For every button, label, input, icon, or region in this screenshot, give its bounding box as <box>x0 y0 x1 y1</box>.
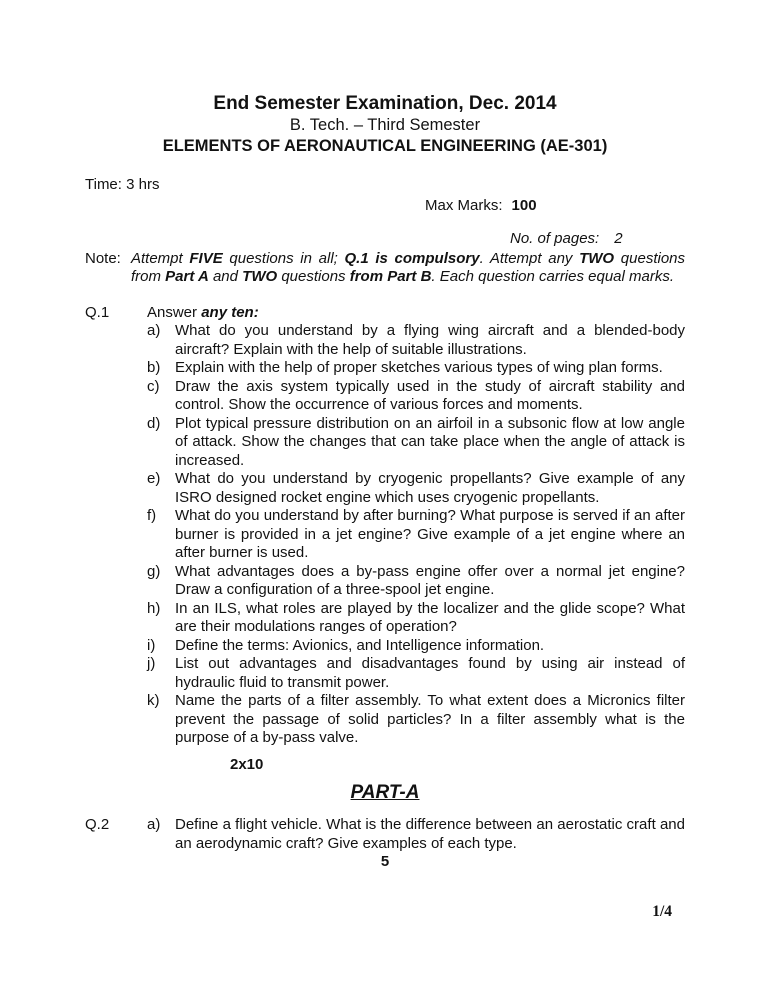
list-item <box>147 637 685 656</box>
item-letter: f) <box>147 507 157 524</box>
item-text: What advantages does a by-pass engine offer over a normal jet engine? Draw a configuration of a three-spool jet engine. <box>175 562 685 598</box>
header <box>85 92 685 157</box>
exam-subtitle: B. Tech. – Third Semester <box>289 116 481 134</box>
item-letter: c) <box>147 377 160 395</box>
item-letter: i) <box>147 636 156 654</box>
page-number: 1/4 <box>652 903 672 920</box>
item-letter: h) <box>147 599 161 617</box>
question-2-marks: 5 <box>380 853 390 870</box>
exam-title: End Semester Examination, Dec. 2014 <box>213 93 557 114</box>
note-block <box>85 250 685 287</box>
list-item <box>147 415 685 471</box>
list-item <box>147 563 685 600</box>
item-text: What do you understand by a flying wing aircraft and a blended-body aircraft? Explain with the help of suitable illustrations. <box>175 322 685 358</box>
note-text: Attempt FIVE questions in all; Q.1 is compulsory. Attempt any TWO questions from Part A and TWO questions from Part B. Each question carries equal marks. <box>131 249 685 285</box>
item-letter: j) <box>147 655 156 672</box>
item-text: List out advantages and disadvantages found by using air instead of hydraulic fluid to transmit power. <box>175 655 685 691</box>
page-content <box>85 0 685 872</box>
question-1-body <box>147 304 685 748</box>
item-text: Plot typical pressure distribution on an airfoil in a subsonic flow at low angle of attack. Show the changes that can take place when the angle of attack is increased. <box>175 414 685 469</box>
max-marks-label: Max Marks: <box>425 196 503 214</box>
item-text: What do you understand by after burning? What purpose is served if an after burner is provided in a jet engine? Give example of a jet engine where an after burner is used. <box>175 507 685 561</box>
part-a-heading: PART-A <box>350 782 420 803</box>
question-1 <box>85 304 685 748</box>
question-1-prompt: Answer any ten: <box>147 303 259 321</box>
pages-value: 2 <box>614 230 623 247</box>
list-item <box>147 600 685 637</box>
list-item <box>147 655 685 692</box>
max-marks-value: 100 <box>511 196 537 214</box>
list-item <box>147 470 685 507</box>
pages-row <box>510 230 685 249</box>
item-letter: e) <box>147 470 161 487</box>
item-text: Define the terms: Avionics, and Intelligence information. <box>175 636 545 654</box>
list-item <box>147 378 685 415</box>
item-text: Explain with the help of proper sketches various types of wing plan forms. <box>175 359 663 376</box>
item-text: Draw the axis system typically used in the study of aircraft stability and control. Show the occurrence of various forces and moments. <box>175 377 685 413</box>
note-label: Note: <box>85 249 121 267</box>
list-item <box>147 692 685 748</box>
question-2-body <box>147 816 685 853</box>
list-item <box>147 359 685 378</box>
time-allowed: Time: 3 hrs <box>85 176 160 193</box>
question-1-number: Q.1 <box>85 303 110 321</box>
course-title: ELEMENTS OF AERONAUTICAL ENGINEERING (AE-301) <box>162 137 608 155</box>
item-letter: a) <box>147 322 161 339</box>
item-letter: b) <box>147 359 161 376</box>
item-text: Name the parts of a filter assembly. To what extent does a Micronics filter prevent the passage of solid particles? In a filter assembly what is the purpose of a by-pass valve. <box>175 692 685 746</box>
max-marks-row <box>425 197 685 216</box>
item-text: What do you understand by cryogenic propellants? Give example of any ISRO designed rocket engine which uses cryogenic propellants. <box>175 470 685 506</box>
question-2 <box>85 816 685 853</box>
item-letter: a) <box>147 816 161 833</box>
list-item <box>147 507 685 563</box>
list-item <box>147 816 685 853</box>
item-text: In an ILS, what roles are played by the localizer and the glide scope? What are their modulations ranges of operation? <box>175 599 685 635</box>
question-2-number: Q.2 <box>85 816 110 833</box>
item-letter: d) <box>147 414 161 432</box>
list-item <box>147 322 685 359</box>
item-text: Define a flight vehicle. What is the difference between an aerostatic craft and an aerodynamic craft? Give examples of each type. <box>175 816 685 852</box>
item-letter: k) <box>147 692 160 709</box>
pages-label: No. of pages: <box>510 230 600 247</box>
item-letter: g) <box>147 562 161 580</box>
question-1-marks: 2x10 <box>230 755 264 773</box>
